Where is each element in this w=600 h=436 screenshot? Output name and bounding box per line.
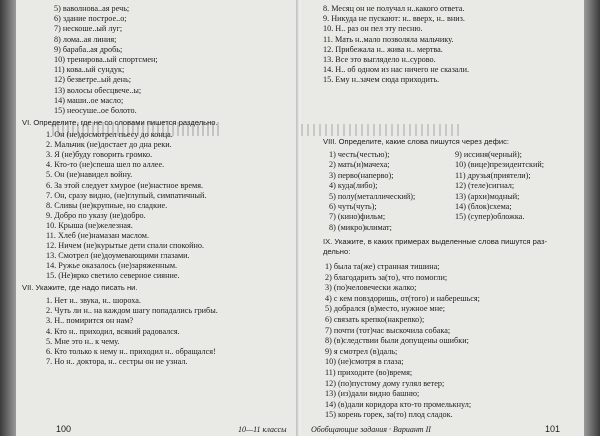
section7-title: VII. Укажите, где надо писать ни. <box>22 283 138 292</box>
exercise-item: 4. Кто н.. приходил, всякий радовался. <box>46 326 180 336</box>
exercise-item: 3) (по)человечески жалко; <box>325 283 417 293</box>
right-page <box>301 0 584 436</box>
exercise-item: 12) (по)пустому дому гулял ветер; <box>325 378 445 388</box>
list-item: 7) нескоше..ый луг; <box>54 24 123 34</box>
exercise-item: 8. Сливы (не)крупные, но сладкие. <box>46 200 168 210</box>
section9-title-line1: IX. Укажите, в каких примерах выделенные слова пишутся раз- <box>323 237 548 246</box>
hyphen-item: 12) (теле)сигнал; <box>455 181 515 191</box>
exercise-item: 15. (Не)ярко светило северное сияние. <box>46 271 180 281</box>
exercise-item: 1) была та(же) странная тишина; <box>325 262 440 271</box>
hyphen-item: 8) (микро)климат; <box>329 222 392 232</box>
exercise-item: 11. Мать н..мало позволяла мальчику. <box>323 34 454 44</box>
hyphen-item: 5) полу(металлический); <box>329 191 416 201</box>
hyphen-item: 13) (архи)модный; <box>455 191 520 201</box>
exercise-item: 5. Мне это н.. к чему. <box>46 336 120 346</box>
list-item: 9) бараба..ая дробь; <box>54 44 123 54</box>
section9-title-line2: дельно: <box>323 247 351 256</box>
exercise-item: 11) приходите (во)время; <box>325 368 413 377</box>
page-number-left: 100 <box>56 424 72 434</box>
hyphen-item: 2) мать(и)мачеха; <box>329 160 390 170</box>
exercise-item: 14. Н.. об одном из нас ничего не сказали. <box>323 65 470 75</box>
list-item: 10) тренирова..ый спортсмен; <box>54 55 158 64</box>
left-page <box>16 0 299 436</box>
footer-text: Обобщающие задания · Вариант II <box>311 425 431 434</box>
footer-grade: 10—11 классы <box>238 425 287 434</box>
exercise-item: 2. Мальчик (не)достает до дна реки. <box>46 140 172 150</box>
exercise-item: 9. Никуда не пускают: н.. вверх, н.. вниз. <box>323 14 465 24</box>
scan-noise <box>301 124 461 136</box>
hyphen-item: 15) (супер)обложка. <box>455 212 525 222</box>
list-item: 5) ваволнова..ая речь; <box>54 4 130 13</box>
left-book-edge <box>0 0 16 436</box>
list-item: 8) лома..ая линия; <box>54 34 117 44</box>
hyphen-item: 4) куда(либо); <box>329 181 378 191</box>
exercise-item: 14) (в)дали коридора кто-то промелькнул; <box>325 399 472 409</box>
list-item: 6) здание построе..о; <box>54 14 127 24</box>
exercise-item: 13. Смотрел (не)доумевающими глазами. <box>46 251 190 261</box>
exercise-item: 12. Прибежала н.. жива н.. мертва. <box>323 44 443 54</box>
exercise-item: 4) с кем повздоришь, от(того) и наберешься; <box>325 293 480 303</box>
hyphen-item: 14) (блок)схема; <box>455 202 512 211</box>
exercise-item: 3. Н.. помирится он нам? <box>46 316 134 326</box>
hyphen-item: 3) перво(наперво); <box>329 170 394 180</box>
exercise-item: 7. Он, сразу видно, (не)глупый, симпатичный. <box>46 190 207 200</box>
list-item: 15) неосуше..ое болото. <box>54 106 137 115</box>
exercise-item: 4. Кто-то (не)спеша шел по аллее. <box>46 160 165 170</box>
exercise-item: 15) корень горек, за(то) плод сладок. <box>325 410 453 420</box>
list-item: 13) волосы обесцвече..ы; <box>54 85 142 95</box>
hyphen-item: 10) (вице)президентский; <box>455 160 545 170</box>
hyphen-item: 11) друзья(приятели); <box>455 170 531 180</box>
exercise-item: 5. Он (не)навидел войну. <box>46 170 133 180</box>
hyphen-item: 7) (кино)фильм; <box>329 212 386 222</box>
exercise-item: 10. Н.. раз он пел эту песню. <box>323 24 423 34</box>
exercise-item: 7) почти (тот)час выскочила собака; <box>325 325 451 335</box>
exercise-item: 8. Месяц он не получал н..какого ответа. <box>323 4 465 13</box>
exercise-item: 9. Добро по указу (не)добро. <box>46 210 146 220</box>
exercise-item: 10) (не)смотря в глаза; <box>325 357 404 367</box>
hyphen-item: 6) чуть(чуть); <box>329 202 377 211</box>
exercise-item: 6. За этой следует хмурое (не)настное время. <box>46 180 204 190</box>
exercise-item: 3. Я (не)буду говорить громко. <box>46 150 153 160</box>
hyphen-item: 1) честь(честью); <box>329 150 390 159</box>
hyphen-item: 9) иссиня(черный); <box>455 150 522 159</box>
exercise-item: 1. Нет н.. звука, н.. шороха. <box>46 296 141 305</box>
exercise-item: 7. Но н.. доктора, н.. сестры он не узнал. <box>46 357 188 367</box>
exercise-item: 6. Кто только к нему н.. приходил н.. обращался! <box>46 347 216 356</box>
exercise-item: 6) связать крепко(накрепко); <box>325 315 425 324</box>
exercise-item: 11. Хлеб (не)намазан маслом. <box>46 231 150 240</box>
exercise-item: 10. Крыша (не)железная. <box>46 220 133 230</box>
exercise-item: 2. Чуть ли н.. на каждом шагу попадались грибы. <box>46 306 218 316</box>
list-item: 14) маши..ое масло; <box>54 95 124 105</box>
exercise-item: 15. Ему н..зачем сюда приходить. <box>323 75 440 85</box>
exercise-item: 13) (из)дали видно башню; <box>325 389 420 399</box>
section8-title: VIII. Определите, какие слова пишутся через дефис: <box>323 137 510 146</box>
list-item: 11) кова..ый сундук; <box>54 65 125 75</box>
exercise-item: 8) (в)следствии были допущены ошибки; <box>325 336 469 346</box>
right-book-edge <box>584 0 600 436</box>
page-number-right: 101 <box>545 424 561 434</box>
list-item: 12) безветре..ый день; <box>54 75 132 85</box>
exercise-item: 12. Ничем (не)курытые дети спали спокойно. <box>46 241 205 251</box>
exercise-item: 13. Все это выглядело н..сурово. <box>323 55 436 64</box>
exercise-item: 14. Ружье оказалось (не)заряженным. <box>46 261 178 271</box>
exercise-item: 5) добрался (в)место, нужное мне; <box>325 304 446 314</box>
exercise-item: 1. Он (не)досмотрел пьесу до конца. <box>46 130 173 139</box>
exercise-item: 2) благодарить за(то), что помогли; <box>325 272 448 282</box>
section6-title: VI. Определите, где не со словами пишется раздельно. <box>22 118 218 127</box>
exercise-item: 9) я смотрел (в)даль; <box>325 346 398 356</box>
